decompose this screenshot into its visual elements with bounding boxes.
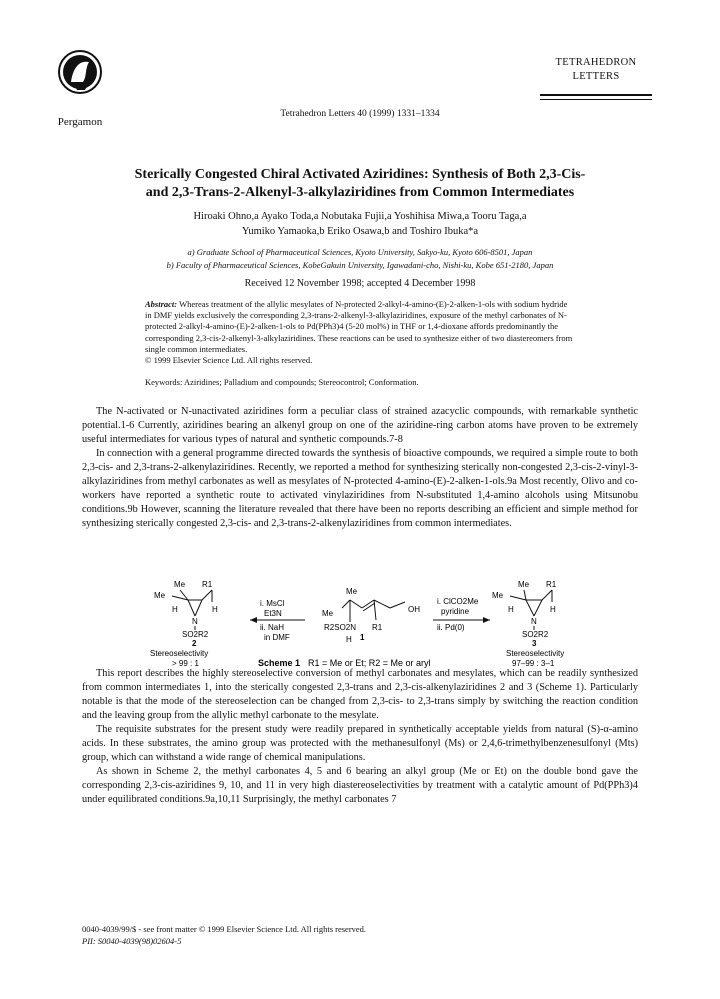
abstract-label: Abstract: [145,299,178,309]
journal-name-line1: TETRAHEDRON [555,57,637,68]
aziridine-3-structure [492,580,564,668]
body-section-1 [82,405,638,531]
r1-label: R1 [546,580,557,589]
journal-citation: Tetrahedron Letters 40 (1999) 1331–1334 [280,109,440,119]
h-label: H [550,605,556,614]
footer [82,923,366,947]
scheme-caption: Scheme 1 [258,658,301,668]
authors-line2: Yumiko Yamaoka,b Eriko Osawa,b and Toshiro Ibuka*a [241,226,479,237]
journal-name-line2: LETTERS [572,71,620,82]
left-condition-3: ii. NaH [260,623,285,632]
abstract-text: Whereas treatment of the allylic mesylates of N-protected 2-alkyl-4-amino-(E)-2-alken-1-ols with sodium hydride in DMF yields exclusively the corresponding 2,3-trans-2-alkenyl-3-alkylaziridines, exposure of the methyl carbonates of N-protected 2-alkyl-4-amino-(E)-2-alken-1-ols to Pd(PPh3)4 (5-20 mol%) in THF or 1,4-dioxane affords predominantly the corresponding 2,3-cis-2-alkenyl-3-alkylaziridines. These reactions can be used to synthesize either of two diastereomers from single common intermediates. [145,299,573,354]
paragraph-4: The requisite substrates for the present study were readily prepared in synthetically acceptable yields from natural (S)-α-amino acids. In these substrates, the amino group was protected with the methanesulfonyl (Ms) or 2,4,6-trimethylbenzenesulfonyl (Mts) group, which can withstand a wide range of chemical manipulations. [82,724,638,763]
left-condition-1: i. MsCl [260,599,285,608]
me-label: Me [154,591,166,600]
right-condition-3: ii. Pd(0) [437,623,465,632]
compound-3-number: 3 [532,639,537,648]
n-label: N [192,617,198,626]
affiliation-b: b) Faculty of Pharmaceutical Sciences, KobeGakuin University, Igawadani-cho, Nishi-ku, Kobe 651-2180, Japan [166,260,554,270]
paragraph-1: The N-activated or N-unactivated aziridines form a peculiar class of strained azacyclic compounds, with remarkable synthetic potential.1-6 Currently, aziridines bearing an alkenyl group on one of the aziridine-ring carbon atoms have proven to be extremely useful intermediates for various types of natural and synthetic compounds.7-8 [82,406,638,445]
authors-line1: Hiroaki Ohno,a Ayako Toda,a Nobutaka Fujii,a Yoshihisa Miwa,a Tooru Taga,a [193,211,527,222]
so2r2-label: SO2R2 [182,630,209,639]
compound-1-structure [322,587,420,644]
me-label: Me [174,580,186,589]
compound-1-number: 1 [360,633,365,642]
right-condition-1: i. ClCO2Me [437,597,479,606]
me-label: Me [346,587,358,596]
aziridine-2-structure [150,580,218,668]
journal-masthead [540,56,652,100]
me-label: Me [518,580,530,589]
paragraph-2: In connection with a general programme directed towards the synthesis of bioactive compounds, we required a simple route to both 2,3-cis- and 2,3-trans-2-alkenylaziridines. Recently, we reported a method for synthesizing sterically non-congested 2,3-cis-2-vinyl-3-alkylaziridines from methyl carbonates as well as mesylates of N-protected 4-amino-(E)-2-alken-1-ols.9a Most recently, Olivo and co-workers have reported a synthetic route to activated vinylaziridines from N-substituted 1,4-amino alcohols using Mitsunobu conditions.9b However, scanning the literature revealed that there have been no reports describing an efficient and simple method for synthesizing sterically congested 2,3-cis- and 2,3-trans-2-alkenylaziridines from common intermediates. [82,448,638,529]
scheme-1-figure [150,578,590,668]
left-condition-2: Et3N [264,609,282,618]
arrowhead-left [250,617,257,623]
h-label: H [212,605,218,614]
masthead-rule [540,94,652,96]
scheme-caption-note: R1 = Me or Et; R2 = Me or aryl [308,658,431,668]
title-line2: and 2,3-Trans-2-Alkenyl-3-alkylaziridines from Common Intermediates [145,185,575,200]
affiliation-a: a) Graduate School of Pharmaceutical Sciences, Kyoto University, Sakyo-ku, Kyoto 606-8501, Japan [187,247,533,257]
me-label: Me [492,591,504,600]
oh-label: OH [408,605,420,614]
footer-pii: PII: S0040-4039(98)02604-5 [82,936,182,946]
paper-title [80,166,640,202]
abstract [145,299,573,366]
publisher-name: Pergamon [57,116,103,128]
h-label: H [346,635,352,644]
paragraph-5: As shown in Scheme 2, the methyl carbonates 4, 5 and 6 bearing an alkyl group (Me or Et) on the double bond gave the corresponding 2,3-cis-aziridines 9, 10, and 11 in very high diastereoselectivities by treatment with a catalytic amount of Pd(PPh3)4 under equilibrated conditions.9a,10,11 Surprisingly, the methyl carbonates 7 [82,766,638,805]
compound-2-number: 2 [192,639,197,648]
masthead-rule [540,99,652,100]
arrowhead-right [483,617,490,623]
paragraph-3: This report describes the highly stereoselective conversion of methyl carbonates and mesylates, which can be readily synthesized from common intermediates 1, into the sterically congested 2,3-trans and 2,3-cis-alkenylaziridines 2 and 3 (Scheme 1). Particularly notable is that the mode of the stereoselection can be changed from 2,3-cis- to 2,3-trans simply by switching the reaction condition and the leaving group from the allylic methyl carbonate to the mesylate. [82,668,638,721]
r1-label: R1 [202,580,213,589]
stereoselectivity-left-value: > 99 : 1 [172,659,199,668]
footer-copyright: 0040-4039/99/$ - see front matter © 1999 Elsevier Science Ltd. All rights reserved. [82,924,367,934]
right-condition-2: pyridine [441,607,470,616]
body-section-2 [82,667,638,807]
left-condition-4: in DMF [264,633,290,642]
abstract-copyright: © 1999 Elsevier Science Ltd. All rights reserved. [145,355,313,366]
author-list [80,209,640,239]
r2so2n-label: R2SO2N [324,623,357,632]
n-label: N [531,617,537,626]
keywords: Keywords: Aziridines; Palladium and compounds; Stereocontrol; Conformation. [145,377,419,387]
title-line1: Sterically Congested Chiral Activated Aziridines: Synthesis of Both 2,3-Cis- [134,167,586,182]
stereoselectivity-left-label: Stereoselectivity [150,649,209,658]
so2r2-label: SO2R2 [522,630,549,639]
affiliations [80,246,640,272]
stereoselectivity-right-value: 97–99 : 3–1 [512,659,555,668]
h-label: H [508,605,514,614]
h-label: H [172,605,178,614]
publisher-logo [57,46,103,112]
r1-label: R1 [372,623,383,632]
me-label: Me [322,609,334,618]
received-dates: Received 12 November 1998; accepted 4 December 1998 [244,278,476,289]
stereoselectivity-right-label: Stereoselectivity [506,649,565,658]
